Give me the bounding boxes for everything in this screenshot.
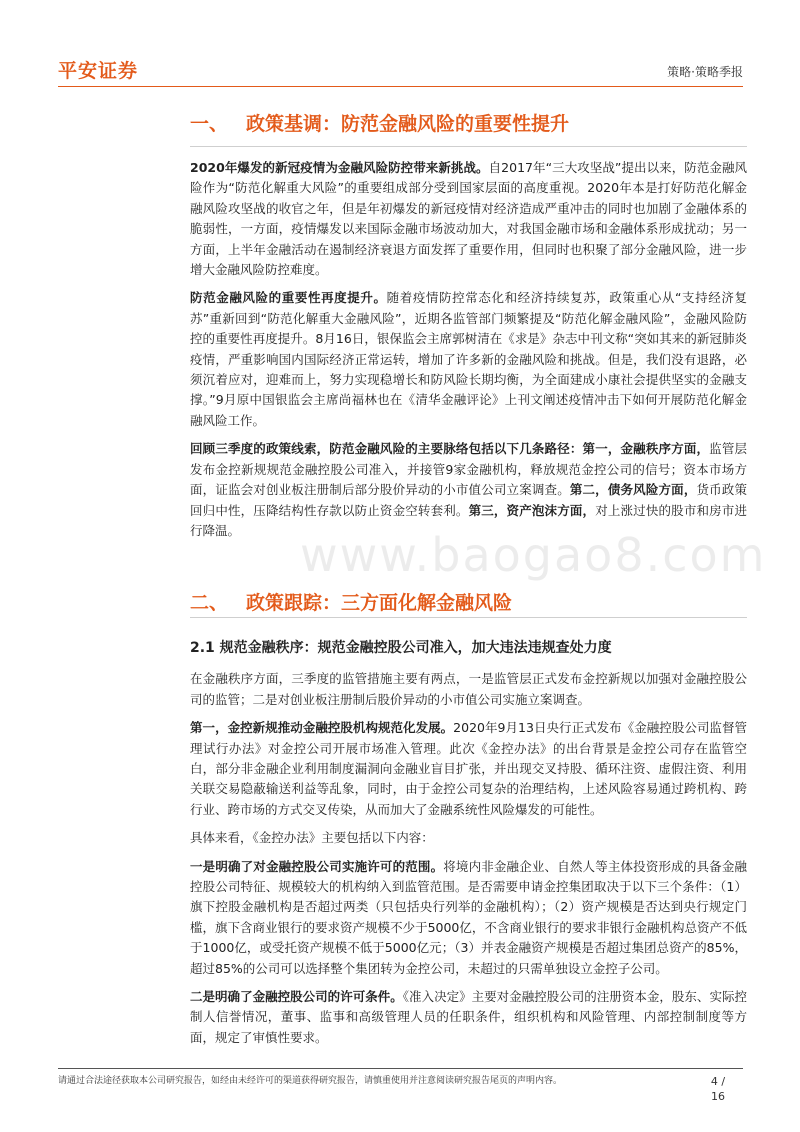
paragraph-body: 《准入决定》主要对金融控股公司的注册资本金，股东、实际控制人信誉情况，董事、监事和高级管理人员的任职条件，组织机构和风险管理、内部控制制度等方面，规定了审慎性要求。 (190, 989, 747, 1045)
paragraph-emphasis: 第三，资产泡沫方面， (468, 502, 596, 518)
section2-paragraph-1: 在金融秩序方面，三季度的监管措施主要有两点，一是监管层正式发布金控新规以加强对金融控股公司的监管；二是对创业板注册制后股价异动的小市值公司实施立案调查。 (190, 671, 747, 707)
section2-paragraph-5 (190, 987, 747, 1048)
paragraph-lead: 防范金融风险的重要性再度提升。 (190, 290, 387, 306)
section1-heading (190, 102, 747, 146)
section1-paragraph-2 (190, 288, 747, 431)
paragraph-body: 随着疫情防控常态化和经济持续复苏，政策重心从“支持经济复苏”重新回到“防范化解重大金融风险”，近期各监管部门频繁提及“防范化解金融风险”，金融风险防控的重要性再度提升。8月16日，银保监会主席郭树清在《求是》杂志中刊文称“突如其来的新冠肺炎疫情，严重影响国内国际经济正常运转，增加了许多新的金融风险和挑战。但是，我们没有退路，必须沉着应对，迎难而上，努力实现稳增长和防风险长期均衡，为全面建成小康社会提供坚实的金融支撑。”9月原中国银监会主席尚福林也在《清华金融评论》上刊文阐述疫情冲击下如何开展防范化解金融风险工作。 (190, 290, 747, 428)
section2-paragraph-2 (190, 718, 747, 820)
section2-title: 政策跟踪：三方面化解金融风险 (246, 592, 513, 615)
report-category: 策略·策略季报 (667, 65, 743, 79)
page-number: 4 / 16 (710, 1075, 726, 1103)
paragraph-lead: 第一，金控新规推动金融控股机构规范化发展。 (190, 720, 454, 736)
paragraph-body: 监管层发布金控新规规范金融控股公司准入，并接管9家金融机构，释放规范金控公司的信号；资本市场方面，证监会对创业板注册制后部分股价异动的小市值公司立案调查。 (190, 441, 747, 498)
brand-logo: 平安证券 (58, 60, 139, 82)
subsection-title: 2.1 规范金融秩序：规范金融控股公司准入，加大违法违规查处力度 (190, 640, 612, 657)
watermark: www.baogao8.com (300, 528, 767, 582)
paragraph-body: 货币政策回归中性，压降结构性存款以防止资金空转套利。 (190, 482, 747, 518)
footer-divider (58, 1068, 743, 1069)
section1-title: 政策基调：防范金融风险的重要性提升 (246, 113, 570, 135)
section2-paragraph-3: 具体来看，《金控办法》主要包括以下内容： (190, 830, 434, 846)
paragraph-body: 2020年9月13日央行正式发布《金融控股公司监督管理试行办法》对金控公司开展市场准入管理。此次《金控办法》的出台背景是金控公司存在监管空白，部分非金融企业利用制度漏洞向金融业盲目扩张，并出现交叉持股、循环注资、虚假注资、利用关联交易隐蔽输送利益等乱象，同时，由于金控公司复杂的治理结构，上述风险容易通过跨机构、跨行业、跨市场的方式交叉传染，从而加大了金融系统性风险爆发的可能性。 (190, 720, 747, 817)
section1-paragraph-1 (190, 158, 747, 280)
paragraph-lead: 回顾三季度的政策线索，防范金融风险的主要脉络包括以下几条路径：第一，金融秩序方面， (190, 441, 710, 457)
paragraph-body: 自2017年“三大攻坚战”提出以来，防范金融风险作为“防范化解重大风险”的重要组成部分受到国家层面的高度重视。2020年本是打好防范化解金融风险攻坚战的收官之年，但是年初爆发的新冠疫情对经济造成严重冲击的同时也加剧了金融体系的脆弱性，一方面，疫情爆发以来国际金融市场波动加大，对我国金融市场和金融体系形成扰动；另一方面，上半年金融活动在遏制经济衰退方面发挥了重要作用，但同时也积聚了部分金融风险，进一步增大金融风险防控难度。 (190, 160, 748, 278)
section1-number: 一、 (190, 113, 229, 135)
footer-disclaimer: 请通过合法途径获取本公司研究报告，如经由未经许可的渠道获得研究报告，请慎重使用并注意阅读研究报告尾页的声明内容。 (58, 1076, 563, 1086)
paragraph-lead: 一是明确了对金融控股公司实施许可的范围。 (190, 858, 444, 874)
paragraph-lead: 2020年爆发的新冠疫情为金融风险防控带来新挑战。 (190, 160, 489, 175)
paragraph-lead: 二是明确了金融控股公司的许可条件。 (190, 989, 403, 1004)
paragraph-emphasis: 第二，债务风险方面， (569, 482, 697, 498)
section1-paragraph-3 (190, 439, 747, 541)
section2-heading (190, 581, 747, 625)
header-divider (58, 86, 743, 87)
section2-paragraph-4 (190, 857, 747, 979)
page-header (0, 0, 800, 90)
paragraph-body: 对上涨过快的股市和房市进行降温。 (190, 502, 747, 538)
paragraph-body: 将境内非金融企业、自然人等主体投资形成的具备金融控股公司特征、规模较大的机构纳入到监管范围。是否需要申请金控集团取决于以下三个条件：（1）旗下控股金融机构是否超过两类（只包括央行列举的金融机构）；（2）资产规模是否达到央行规定门槛，旗下含商业银行的要求资产规模不少于5000亿，不含商业银行的要求非银行金融机构总资产不低于1000亿，或受托资产规模不低于5000亿元；（3）并表金融资产规模是否超过集团总资产的85%，超过85%的公司可以选择整个集团转为金控公司，未超过的只需单独设立金控子公司。 (190, 858, 747, 976)
section2-number: 二、 (190, 592, 229, 615)
